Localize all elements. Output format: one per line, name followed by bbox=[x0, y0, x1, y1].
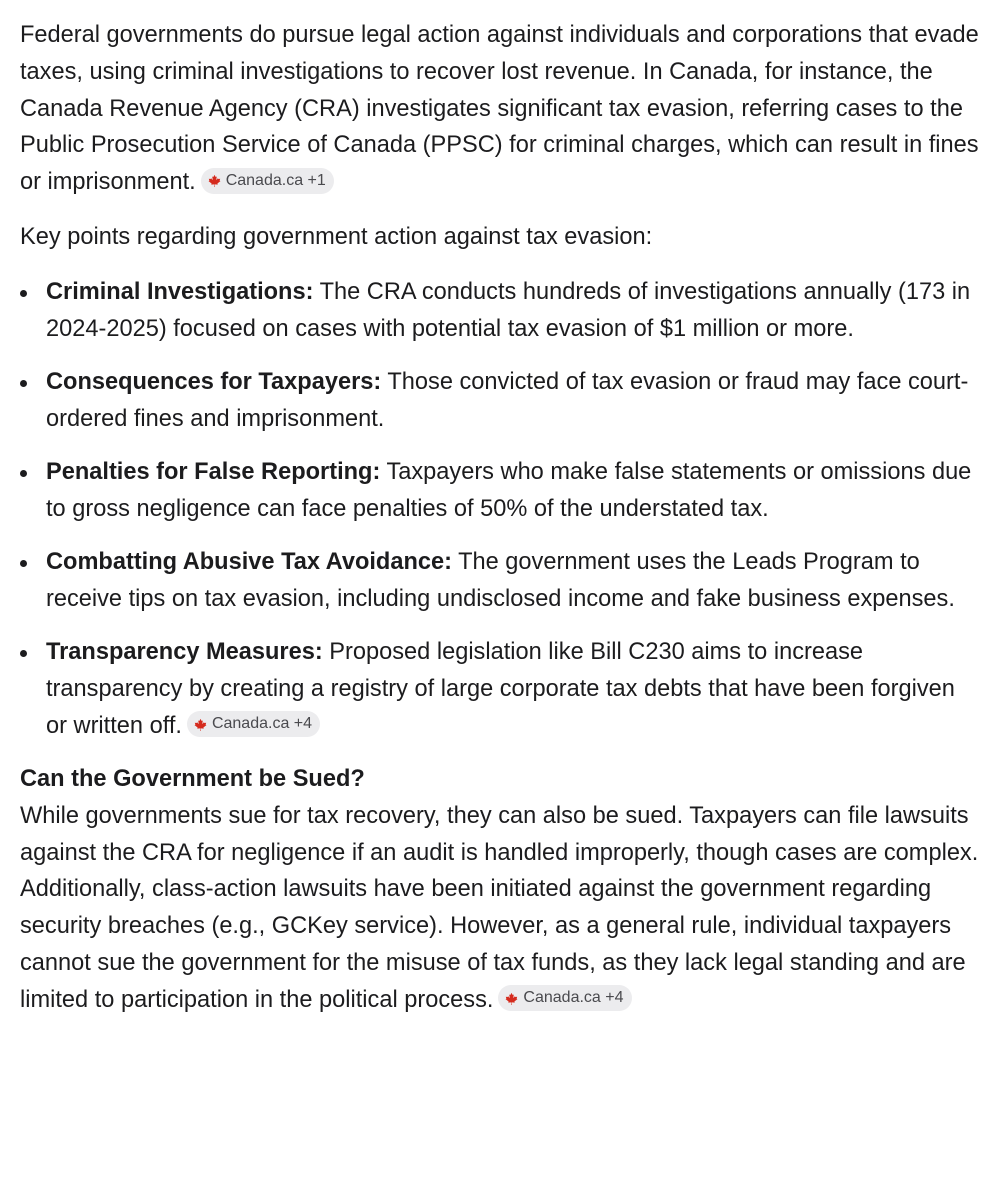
bullet-icon bbox=[20, 290, 27, 297]
source-chip-intro[interactable] bbox=[201, 168, 334, 194]
bullet-icon bbox=[20, 470, 27, 477]
point-title: Consequences for Taxpayers: bbox=[46, 368, 382, 395]
section-paragraph bbox=[20, 798, 980, 1019]
bullet-icon bbox=[20, 650, 27, 657]
maple-leaf-icon bbox=[505, 992, 518, 1005]
point-title: Transparency Measures: bbox=[46, 639, 323, 666]
intro-paragraph bbox=[20, 17, 980, 201]
list-item bbox=[20, 544, 980, 618]
point-title: Criminal Investigations: bbox=[46, 278, 314, 305]
section-heading: Can the Government be Sued? bbox=[20, 766, 365, 793]
section-text: While governments sue for tax recovery, they can also be sued. Taxpayers can file lawsuits against the CRA for negligence if an audit is handled improperly, though cases are complex. Additionally, class-action lawsuits have been initiated against the government regarding security breaches (e.g., GCKey service). However, as a general rule, individual taxpayers cannot sue the government for the misuse of tax funds, as they lack legal standing and are limited to participation in the political process. bbox=[20, 802, 979, 1013]
point-text: The CRA conducts hundreds of investigations annually (173 in 2024-2025) focused on cases with potential tax evasion of $1 million or more. bbox=[46, 278, 971, 342]
source-chip-label: Canada.ca +1 bbox=[225, 171, 326, 189]
maple-leaf-icon bbox=[194, 718, 207, 731]
source-chip-label: Canada.ca +4 bbox=[523, 989, 624, 1007]
bullet-icon bbox=[20, 560, 27, 567]
list-item bbox=[20, 364, 980, 438]
bullet-icon bbox=[20, 380, 27, 387]
source-chip-transparency[interactable] bbox=[187, 711, 320, 737]
point-text: Taxpayers who make false statements or omissions due to gross negligence can face penalties of 50% of the understated tax. bbox=[46, 458, 972, 522]
list-item bbox=[20, 454, 980, 528]
point-text: Those convicted of tax evasion or fraud may face court-ordered fines and imprisonment. bbox=[46, 368, 969, 432]
point-text: The government uses the Leads Program to receive tips on tax evasion, including undisclosed income and fake business expenses. bbox=[46, 549, 955, 612]
point-title: Penalties for False Reporting: bbox=[46, 458, 381, 485]
list-item bbox=[20, 274, 980, 348]
list-item bbox=[20, 634, 980, 744]
source-chip-section[interactable] bbox=[498, 985, 631, 1011]
key-points-list bbox=[20, 274, 980, 745]
point-text: Proposed legislation like Bill C230 aims to increase transparency by creating a registry of large corporate tax debts that have been forgiven or written off. bbox=[46, 639, 955, 739]
point-title: Combatting Abusive Tax Avoidance: bbox=[46, 549, 452, 576]
intro-text: Federal governments do pursue legal action against individuals and corporations that evade taxes, using criminal investigations to recover lost revenue. In Canada, for instance, the Canada Revenue Agency (CRA) investigates significant tax evasion, referring cases to the Public Prosecution Service of Canada (PPSC) for criminal charges, which can result in fines or imprisonment. bbox=[20, 22, 979, 196]
maple-leaf-icon bbox=[208, 174, 221, 187]
lead-text: Key points regarding government action against tax evasion: bbox=[20, 223, 653, 250]
source-chip-label: Canada.ca +4 bbox=[211, 715, 313, 733]
